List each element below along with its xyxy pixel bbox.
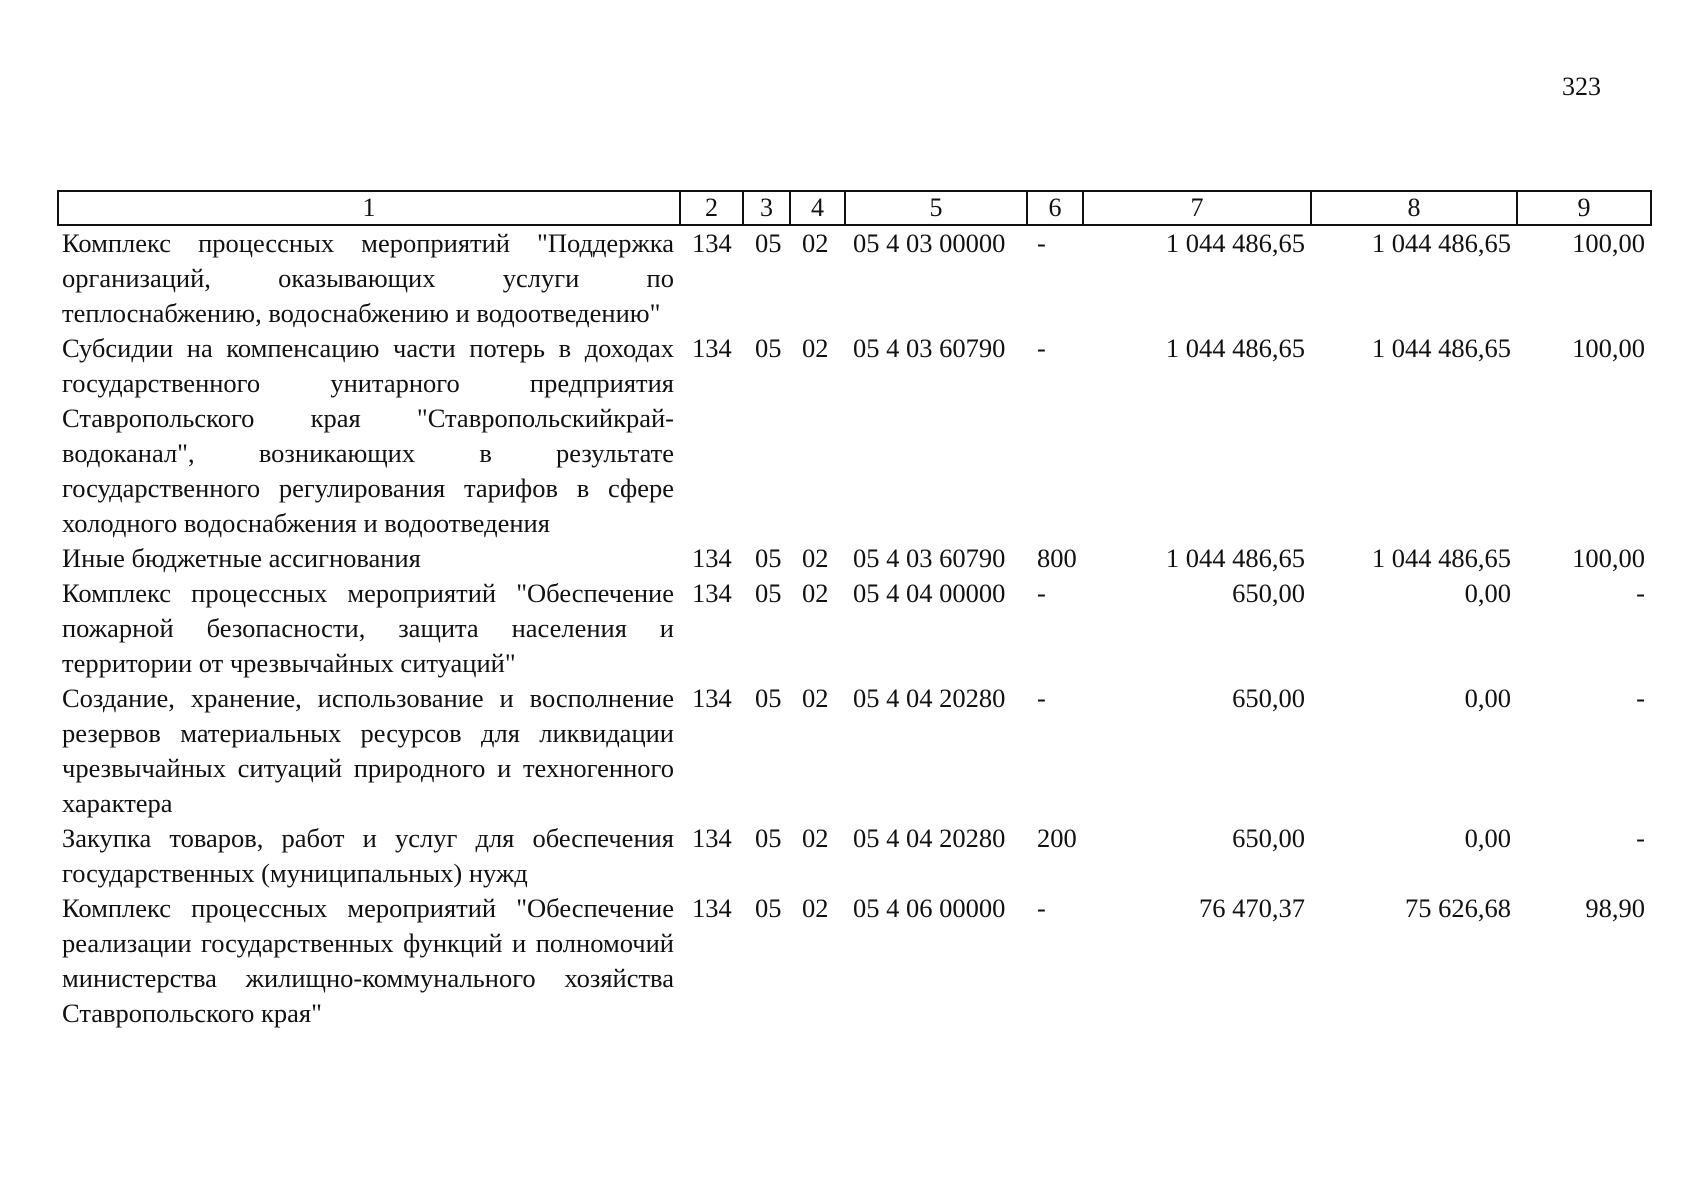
header-col-1: 1 (58, 191, 680, 225)
row-subsection-code: 02 (802, 578, 829, 608)
row-ministry-code: 134 (692, 823, 732, 853)
row-section-code: 05 (755, 578, 782, 608)
row-planned-amount: 1 044 486,65 (1165, 543, 1305, 573)
row-executed-amount: 1 044 486,65 (1371, 543, 1511, 573)
row-execution-percent: 100,00 (1572, 333, 1645, 363)
table-row (58, 681, 1651, 821)
row-target-article: 05 4 03 60790 (853, 333, 1006, 363)
header-col-3: 3 (743, 191, 790, 225)
table-row (58, 225, 1651, 331)
table-header (58, 191, 1651, 225)
row-name: Комплекс процессных мероприятий "Поддержка организаций, оказывающих услуги по теплоснабжению, водоснабжению и водоотведению" (62, 228, 674, 328)
row-ministry-code: 134 (692, 578, 732, 608)
table-row (58, 821, 1651, 891)
row-section-code: 05 (755, 228, 782, 258)
row-execution-percent: 100,00 (1572, 228, 1645, 258)
row-planned-amount: 1 044 486,65 (1165, 228, 1305, 258)
row-target-article: 05 4 06 00000 (853, 893, 1006, 923)
row-name: Субсидии на компенсацию части потерь в доходах государственного унитарного предприятия Ставропольского края "Ставропольскийкрайводоканал", возникающих в результате государственного регулирования тарифов в сфере холодного водоснабжения и водоотведения (62, 333, 674, 538)
row-section-code: 05 (755, 893, 782, 923)
row-target-article: 05 4 04 00000 (853, 578, 1006, 608)
row-name: Комплекс процессных мероприятий "Обеспечение пожарной безопасности, защита населения и территории от чрезвычайных ситуаций" (62, 578, 674, 678)
row-expense-type: - (1037, 578, 1046, 608)
row-expense-type: 800 (1037, 543, 1077, 573)
row-section-code: 05 (755, 683, 782, 713)
row-executed-amount: 0,00 (1464, 823, 1511, 853)
row-execution-percent: - (1636, 823, 1645, 853)
row-subsection-code: 02 (802, 543, 829, 573)
row-subsection-code: 02 (802, 893, 829, 923)
row-target-article: 05 4 03 00000 (853, 228, 1006, 258)
row-ministry-code: 134 (692, 893, 732, 923)
row-planned-amount: 76 470,37 (1199, 893, 1305, 923)
row-ministry-code: 134 (692, 543, 732, 573)
table-row (58, 331, 1651, 541)
header-col-2: 2 (680, 191, 743, 225)
table-body (58, 225, 1651, 1031)
row-executed-amount: 1 044 486,65 (1371, 228, 1511, 258)
row-planned-amount: 650,00 (1232, 683, 1305, 713)
row-expense-type: - (1037, 333, 1046, 363)
row-target-article: 05 4 03 60790 (853, 543, 1006, 573)
row-subsection-code: 02 (802, 683, 829, 713)
row-execution-percent: 98,90 (1585, 893, 1645, 923)
table-row (58, 576, 1651, 681)
budget-table (57, 190, 1652, 1031)
page-number: 323 (1562, 72, 1601, 101)
row-target-article: 05 4 04 20280 (853, 823, 1006, 853)
row-executed-amount: 0,00 (1464, 683, 1511, 713)
table-row (58, 541, 1651, 576)
row-name: Комплекс процессных мероприятий "Обеспечение реализации государственных функций и полномочий министерства жилищно-коммунального хозяйства Ставропольского края" (62, 893, 674, 1028)
table-row (58, 891, 1651, 1031)
row-ministry-code: 134 (692, 228, 732, 258)
row-executed-amount: 0,00 (1464, 578, 1511, 608)
row-name: Иные бюджетные ассигнования (62, 543, 421, 573)
row-execution-percent: - (1636, 578, 1645, 608)
header-col-4: 4 (790, 191, 845, 225)
header-col-6: 6 (1027, 191, 1083, 225)
row-expense-type: - (1037, 683, 1046, 713)
row-planned-amount: 1 044 486,65 (1165, 333, 1305, 363)
header-row (58, 191, 1651, 225)
row-execution-percent: 100,00 (1572, 543, 1645, 573)
header-col-5: 5 (845, 191, 1027, 225)
row-ministry-code: 134 (692, 333, 732, 363)
header-col-7: 7 (1083, 191, 1311, 225)
row-expense-type: - (1037, 228, 1046, 258)
row-target-article: 05 4 04 20280 (853, 683, 1006, 713)
row-name: Закупка товаров, работ и услуг для обеспечения государственных (муниципальных) нужд (62, 823, 674, 888)
row-planned-amount: 650,00 (1232, 578, 1305, 608)
row-subsection-code: 02 (802, 333, 829, 363)
header-col-9: 9 (1517, 191, 1651, 225)
row-name: Создание, хранение, использование и восполнение резервов материальных ресурсов для ликвидации чрезвычайных ситуаций природного и техногенного характера (62, 683, 674, 818)
row-expense-type: 200 (1037, 823, 1077, 853)
row-executed-amount: 75 626,68 (1405, 893, 1511, 923)
header-col-8: 8 (1311, 191, 1517, 225)
row-subsection-code: 02 (802, 228, 829, 258)
row-execution-percent: - (1636, 683, 1645, 713)
row-subsection-code: 02 (802, 823, 829, 853)
row-planned-amount: 650,00 (1232, 823, 1305, 853)
row-section-code: 05 (755, 543, 782, 573)
row-section-code: 05 (755, 823, 782, 853)
row-executed-amount: 1 044 486,65 (1371, 333, 1511, 363)
row-ministry-code: 134 (692, 683, 732, 713)
row-section-code: 05 (755, 333, 782, 363)
row-expense-type: - (1037, 893, 1046, 923)
